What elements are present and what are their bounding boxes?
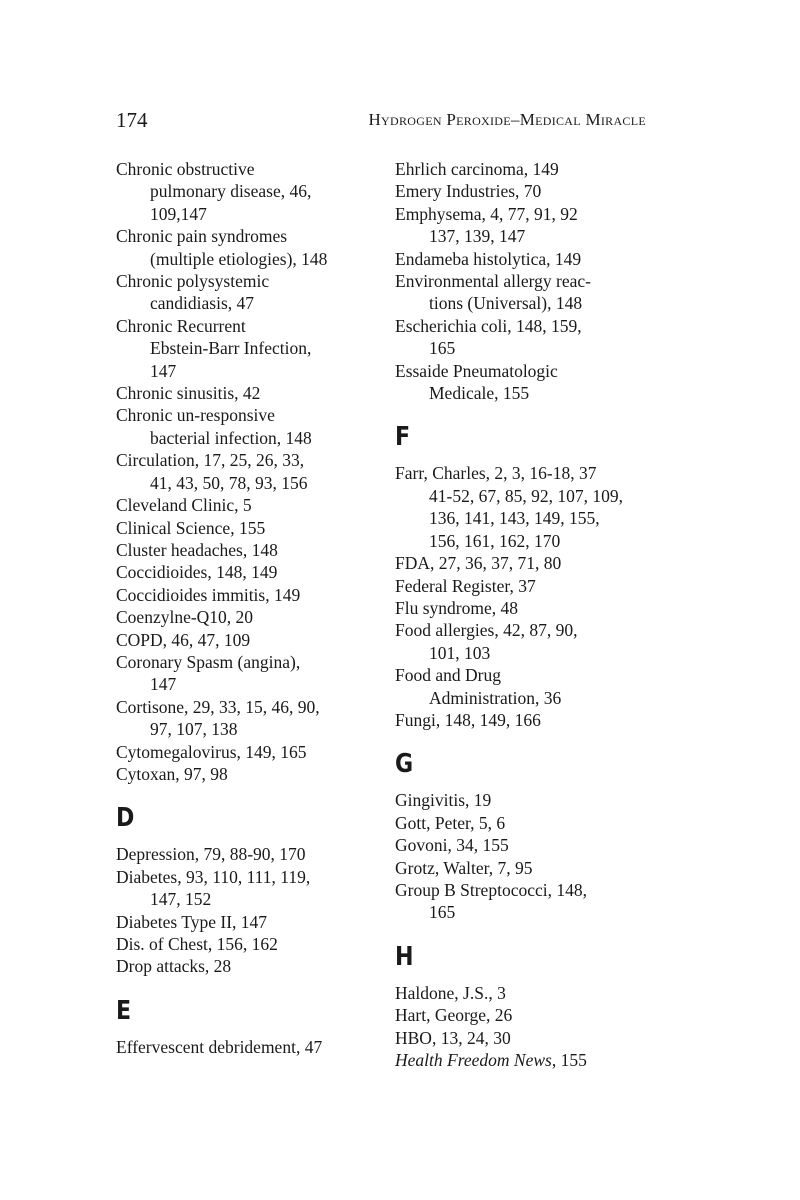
index-entry-line: Dis. of Chest, 156, 162 xyxy=(116,934,278,954)
index-entry-line: Coenzylne-Q10, 20 xyxy=(116,607,254,628)
index-entry-line: Cytoxan, 97, 98 xyxy=(116,763,228,784)
index-entry-line: Gott, Peter, 5, 6 xyxy=(395,812,506,833)
index-entry-line: Coccidioides immitis, 149 xyxy=(116,584,301,605)
index-entry xyxy=(395,360,657,405)
index-entry-line: Endameba histolytica, 149 xyxy=(395,248,582,269)
page-header xyxy=(116,108,646,138)
index-entry xyxy=(395,462,657,552)
index-entry-line: Gingivitis, 19 xyxy=(395,790,492,811)
index-entry-line: Cleveland Clinic, 5 xyxy=(116,495,252,516)
index-entry xyxy=(395,270,657,315)
page-number: 174 xyxy=(116,108,148,132)
index-entry-line: COPD, 46, 47, 109 xyxy=(116,629,251,650)
index-entry xyxy=(116,449,378,494)
index-entry-continuation: 101, 103 xyxy=(429,642,491,663)
index-entry-line: Cytomegalovirus, 149, 165 xyxy=(116,741,307,762)
index-entry xyxy=(395,812,657,834)
index-entry-continuation: 165 xyxy=(429,338,456,359)
index-entry-line: Cortisone, 29, 33, 15, 46, 90, xyxy=(116,696,320,717)
index-entry-line: Govoni, 34, 155 xyxy=(395,835,509,856)
index-entry-line: Chronic un-responsive xyxy=(116,405,275,426)
index-entry-continuation: pulmonary disease, 46, xyxy=(150,181,312,202)
index-entry-continuation: tions (Universal), 148 xyxy=(429,293,583,314)
index-entry-continuation: 109,147 xyxy=(150,203,207,224)
index-entry-continuation: Administration, 36 xyxy=(429,687,562,708)
index-entry-continuation: 165 xyxy=(429,902,456,923)
index-entry-line: Drop attacks, 28 xyxy=(116,956,232,977)
index-entry-line: Food and Drug xyxy=(395,665,501,686)
index-entry xyxy=(116,843,378,865)
index-entry xyxy=(116,517,378,539)
index-entry xyxy=(395,879,657,924)
index-entry xyxy=(116,494,378,516)
index-entry-continuation: 156, 161, 162, 170 xyxy=(429,530,561,551)
index-entry-continuation: 41, 43, 50, 78, 93, 156 xyxy=(150,472,308,493)
index-entry xyxy=(116,741,378,763)
index-entry xyxy=(116,382,378,404)
index-entry-line: Emphysema, 4, 77, 91, 92 xyxy=(395,203,578,224)
index-entry-line: Effervescent debridement, 47 xyxy=(116,1036,323,1057)
index-entry xyxy=(395,982,657,1004)
section-letter-d: D xyxy=(116,803,135,834)
index-entry xyxy=(395,1027,657,1049)
index-entry-line: Chronic obstructive xyxy=(116,159,255,179)
entry-title-italic: Health Freedom News xyxy=(395,1050,552,1070)
index-group-e-continued xyxy=(395,158,657,404)
index-entry-line: HBO, 13, 24, 30 xyxy=(395,1027,511,1048)
index-entry-continuation: 137, 139, 147 xyxy=(429,226,526,247)
running-title: Hydrogen Peroxide–Medical Miracle xyxy=(368,110,646,129)
index-entry-continuation: 147 xyxy=(150,674,177,695)
index-column-right xyxy=(395,158,657,1071)
index-entry-line: Chronic sinusitis, 42 xyxy=(116,383,261,404)
index-entry xyxy=(395,664,657,709)
index-group-d xyxy=(116,843,378,977)
index-entry-line: Coccidioides, 148, 149 xyxy=(116,562,278,583)
index-entry xyxy=(116,225,378,270)
index-entry-line: Chronic polysystemic xyxy=(116,271,270,292)
index-entry xyxy=(395,834,657,856)
index-entry xyxy=(395,1004,657,1026)
index-entry xyxy=(395,709,657,731)
index-entry-line: Ehrlich carcinoma, 149 xyxy=(395,159,559,179)
index-entry xyxy=(395,203,657,248)
index-entry-line: Depression, 79, 88-90, 170 xyxy=(116,844,306,865)
index-entry xyxy=(395,180,657,202)
index-entry-continuation: Medicale, 155 xyxy=(429,383,530,404)
index-entry-continuation: bacterial infection, 148 xyxy=(150,427,312,448)
index-entry-line: Diabetes, 93, 110, 111, 119, xyxy=(116,866,311,887)
index-entry-line: Diabetes Type II, 147 xyxy=(116,911,268,932)
index-entry-line: Emery Industries, 70 xyxy=(395,181,542,202)
index-entry-continuation: 147 xyxy=(150,360,177,381)
index-entry xyxy=(395,597,657,619)
index-entry xyxy=(116,933,378,955)
index-entry-line: Essaide Pneumatologic xyxy=(395,360,558,381)
index-entry xyxy=(116,911,378,933)
index-entry-line: Group B Streptococci, 148, xyxy=(395,879,587,900)
index-entry xyxy=(395,789,657,811)
index-entry-line: Chronic pain syndromes xyxy=(116,226,288,247)
index-entry-line: Flu syndrome, 48 xyxy=(395,597,518,618)
index-entry xyxy=(116,696,378,741)
index-entry xyxy=(395,1049,657,1071)
index-entry xyxy=(116,629,378,651)
index-entry xyxy=(116,158,378,225)
index-entry xyxy=(116,561,378,583)
index-entry xyxy=(116,404,378,449)
index-entry xyxy=(116,955,378,977)
index-entry xyxy=(116,539,378,561)
index-entry-line: FDA, 27, 36, 37, 71, 80 xyxy=(395,553,562,574)
index-entry-line: Food allergies, 42, 87, 90, xyxy=(395,620,578,641)
index-entry-continuation: Ebstein-Barr Infection, xyxy=(150,338,312,359)
index-entry-line: Environmental allergy reac- xyxy=(395,271,591,292)
index-entry-line: Fungi, 148, 149, 166 xyxy=(395,709,541,730)
index-entry-line: Clinical Science, 155 xyxy=(116,517,266,538)
index-entry xyxy=(116,270,378,315)
index-column-left xyxy=(116,158,378,1058)
index-entry xyxy=(116,651,378,696)
index-entry xyxy=(116,606,378,628)
index-entry-line: Grotz, Walter, 7, 95 xyxy=(395,857,533,878)
section-letter-e: E xyxy=(116,995,132,1026)
index-entry xyxy=(395,619,657,664)
index-entry-continuation: (multiple etiologies), 148 xyxy=(150,248,328,269)
section-letter-g: G xyxy=(395,749,414,780)
index-group-c xyxy=(116,158,378,785)
entry-pages: , 155 xyxy=(551,1050,587,1070)
index-entry xyxy=(116,315,378,382)
index-entry-line: Haldone, J.S., 3 xyxy=(395,982,506,1003)
index-entry-line: Federal Register, 37 xyxy=(395,575,536,596)
index-entry-continuation: 147, 152 xyxy=(150,889,212,910)
index-entry xyxy=(116,1036,378,1058)
index-entry-line: Cluster headaches, 148 xyxy=(116,539,278,560)
index-entry xyxy=(395,315,657,360)
index-entry xyxy=(116,866,378,911)
index-entry xyxy=(395,575,657,597)
index-entry-line: Farr, Charles, 2, 3, 16-18, 37 xyxy=(395,463,597,484)
index-group-e xyxy=(116,1036,378,1058)
index-entry xyxy=(116,763,378,785)
index-entry-continuation: 136, 141, 143, 149, 155, xyxy=(429,508,600,529)
index-entry xyxy=(395,158,657,180)
index-entry xyxy=(395,857,657,879)
index-entry-line: Chronic Recurrent xyxy=(116,315,246,336)
index-entry-line: Escherichia coli, 148, 159, xyxy=(395,315,582,336)
section-letter-f: F xyxy=(395,422,411,453)
index-entry-continuation: 97, 107, 138 xyxy=(150,719,238,740)
index-entry-line: Circulation, 17, 25, 26, 33, xyxy=(116,450,305,471)
index-entry xyxy=(116,584,378,606)
index-entry-line: Hart, George, 26 xyxy=(395,1005,513,1026)
index-entry-continuation: 41-52, 67, 85, 92, 107, 109, xyxy=(429,485,623,506)
index-entry-line: Coronary Spasm (angina), xyxy=(116,651,301,672)
index-entry xyxy=(395,248,657,270)
index-group-g xyxy=(395,789,657,923)
index-group-h xyxy=(395,982,657,1049)
section-letter-h: H xyxy=(395,941,414,972)
index-entry-continuation: candidiasis, 47 xyxy=(150,293,255,314)
index-entry xyxy=(395,552,657,574)
index-group-f xyxy=(395,462,657,731)
